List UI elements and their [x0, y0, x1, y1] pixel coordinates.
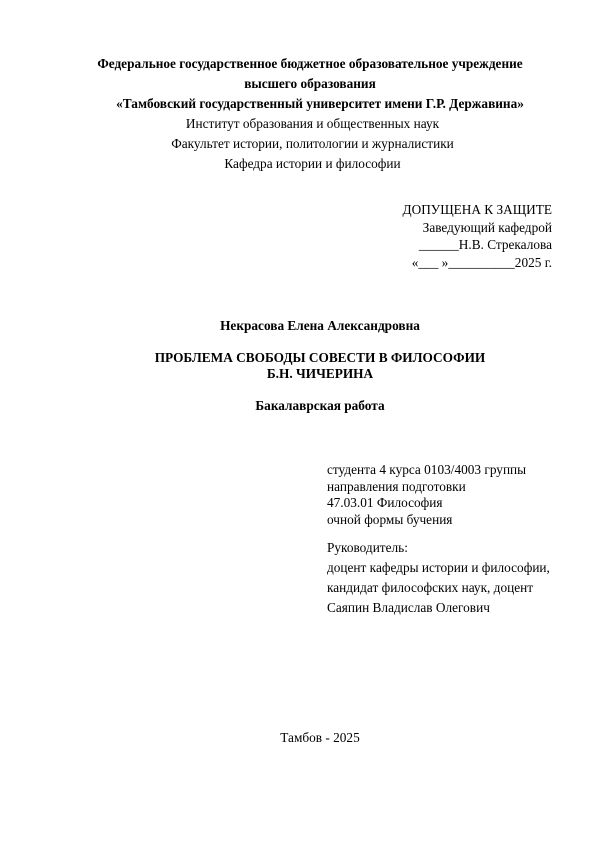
supervisor-info — [327, 538, 550, 618]
faculty-name: Факультет истории, политологии и журналистики — [171, 136, 454, 151]
author-name: Некрасова Елена Александровна — [220, 318, 420, 333]
student-course: студента 4 курса 0103/4003 группы — [327, 462, 527, 477]
supervisor-name: Саяпин Владислав Олегович — [327, 600, 490, 615]
university-name: «Тамбовский государственный университет имени Г.Р. Державина» — [116, 96, 524, 111]
approval-block — [380, 201, 552, 271]
study-form: очной формы бучения — [327, 511, 453, 527]
department-name: Кафедра истории и философии — [224, 156, 401, 171]
study-direction: 47.03.01 Философия — [327, 495, 443, 510]
approval-title: ДОПУЩЕНА К ЗАЩИТЕ — [402, 202, 552, 217]
thesis-type: Бакалаврская работа — [255, 398, 385, 413]
study-direction-label: направления подготовки — [327, 478, 466, 494]
student-info — [327, 462, 526, 528]
approval-date: «___ »__________2025 г. — [411, 254, 552, 270]
supervisor-degree: кандидат философских наук, доцент — [327, 580, 534, 595]
institute-name: Институт образования и общественных наук — [185, 116, 440, 131]
supervisor-label: Руководитель: — [327, 540, 408, 555]
approval-position: Заведующий кафедрой — [422, 219, 552, 235]
header-line-1: Федеральное государственное бюджетное образовательное учреждение — [97, 56, 523, 71]
thesis-title-line-2: Б.Н. ЧИЧЕРИНА — [266, 366, 374, 381]
city-year: Тамбов - 2025 — [280, 730, 360, 745]
approval-signature: ______Н.В. Стрекалова — [418, 237, 552, 252]
header-line-2: высшего образования — [244, 76, 376, 91]
thesis-title-line-1: ПРОБЛЕМА СВОБОДЫ СОВЕСТИ В ФИЛОСОФИИ — [154, 350, 486, 365]
supervisor-position: доцент кафедры истории и философии, — [327, 560, 550, 575]
